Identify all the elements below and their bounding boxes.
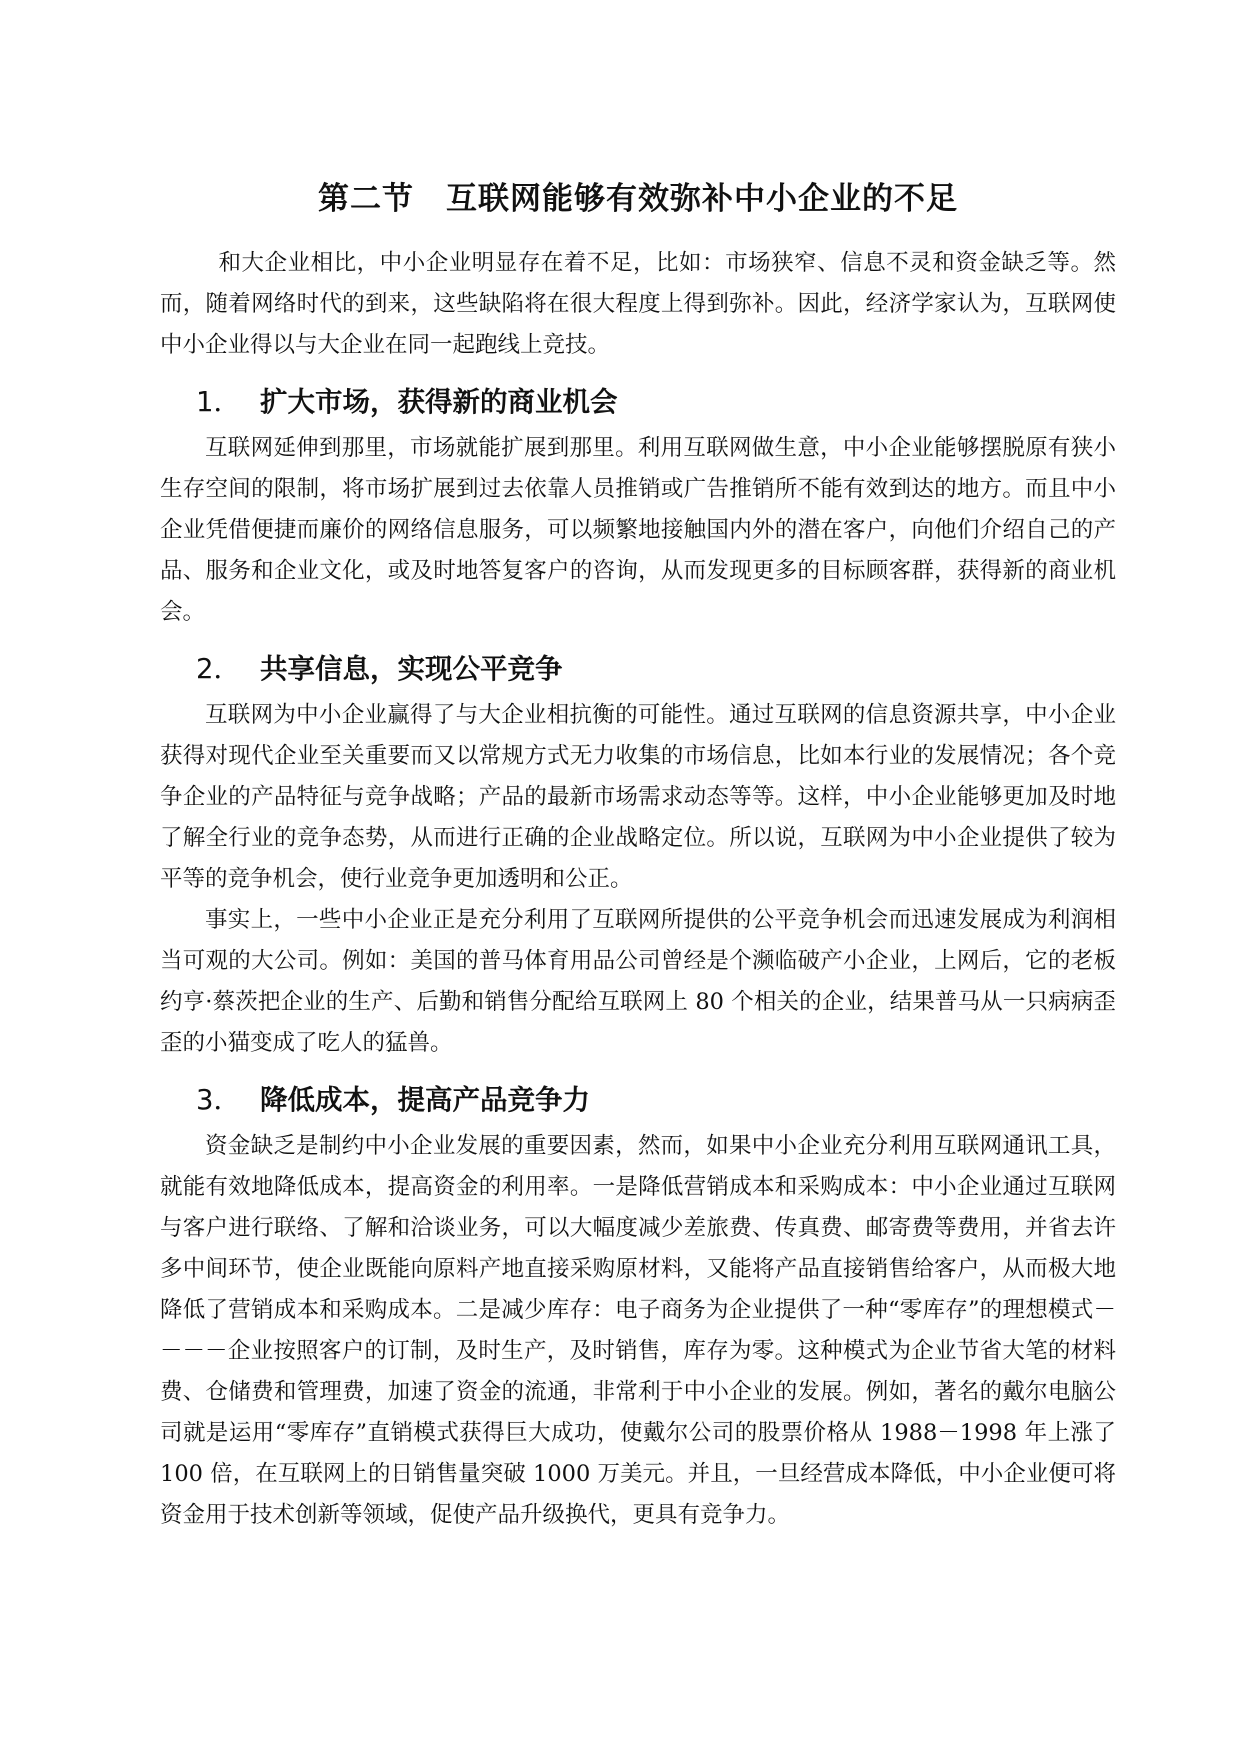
subsection-1 xyxy=(160,376,1116,633)
body-paragraph: 资金缺乏是制约中小企业发展的重要因素，然而，如果中小企业充分利用互联网通讯工具，就能有效地降低成本，提高资金的利用率。一是降低营销成本和采购成本：中小企业通过互联网与客户进行联络、了解和洽谈业务，可以大幅度减少差旅费、传真费、邮寄费等费用，并省去许多中间环节，使企业既能向原料产地直接采购原材料，又能将产品直接销售给客户，从而极大地降低了营销成本和采购成本。二是减少库存：电子商务为企业提供了一种“零库存”的理想模式－－－－企业按照客户的订制，及时生产，及时销售，库存为零。这种模式为企业节省大笔的材料费、仓储费和管理费，加速了资金的流通，非常利于中小企业的发展。例如，著名的戴尔电脑公司就是运用“零库存”直销模式获得巨大成功，使戴尔公司的股票价格从 1988－1998 年上涨了 100 倍，在互联网上的日销售量突破 1000 万美元。并且，一旦经营成本降低，中小企业便可将资金用于技术创新等领域，促使产品升级换代，更具有竞争力。 xyxy=(160,1133,1116,1528)
subsection-heading xyxy=(160,643,1116,695)
subsection-heading xyxy=(160,1074,1116,1126)
subsection-heading-text: 降低成本，提高产品竞争力 xyxy=(260,1084,590,1116)
subsection-heading-text: 扩大市场，获得新的商业机会 xyxy=(260,386,618,418)
body-paragraph: 互联网为中小企业赢得了与大企业相抗衡的可能性。通过互联网的信息资源共享，中小企业获得对现代企业至关重要而又以常规方式无力收集的市场信息，比如本行业的发展情况；各个竞争企业的产品特征与竞争战略；产品的最新市场需求动态等等。这样，中小企业能够更加及时地了解全行业的竞争态势，从而进行正确的企业战略定位。所以说，互联网为中小企业提供了较为平等的竞争机会，使行业竞争更加透明和公正。 xyxy=(160,702,1116,892)
subsection-number: 1． xyxy=(196,386,241,418)
section-title: 第二节 互联网能够有效弥补中小企业的不足 xyxy=(318,181,958,217)
subsection-number: 2． xyxy=(196,653,241,685)
subsection-3 xyxy=(160,1074,1116,1536)
body-paragraph: 事实上，一些中小企业正是充分利用了互联网所提供的公平竞争机会而迅速发展成为利润相当可观的大公司。例如：美国的普马体育用品公司曾经是个濒临破产小企业，上网后，它的老板约亨·蔡茨把企业的生产、后勤和销售分配给互联网上 80 个相关的企业，结果普马从一只病病歪歪的小猫变成了吃人的猛兽。 xyxy=(160,907,1116,1056)
body-paragraph: 互联网延伸到那里，市场就能扩展到那里。利用互联网做生意，中小企业能够摆脱原有狭小生存空间的限制，将市场扩展到过去依靠人员推销或广告推销所不能有效到达的地方。而且中小企业凭借便捷而廉价的网络信息服务，可以频繁地接触国内外的潜在客户，向他们介绍自己的产品、服务和企业文化，或及时地答复客户的咨询，从而发现更多的目标顾客群，获得新的商业机会。 xyxy=(160,435,1116,625)
document-body xyxy=(160,173,1116,1536)
subsection-heading xyxy=(160,376,1116,428)
subsection-heading-text: 共享信息，实现公平竞争 xyxy=(260,653,563,685)
intro-paragraph: 和大企业相比，中小企业明显存在着不足，比如：市场狭窄、信息不灵和资金缺乏等。然而，随着网络时代的到来，这些缺陷将在很大程度上得到弥补。因此，经济学家认为，互联网使中小企业得以与大企业在同一起跑线上竞技。 xyxy=(160,250,1116,358)
subsection-2 xyxy=(160,643,1116,1064)
subsection-number: 3． xyxy=(196,1084,241,1116)
